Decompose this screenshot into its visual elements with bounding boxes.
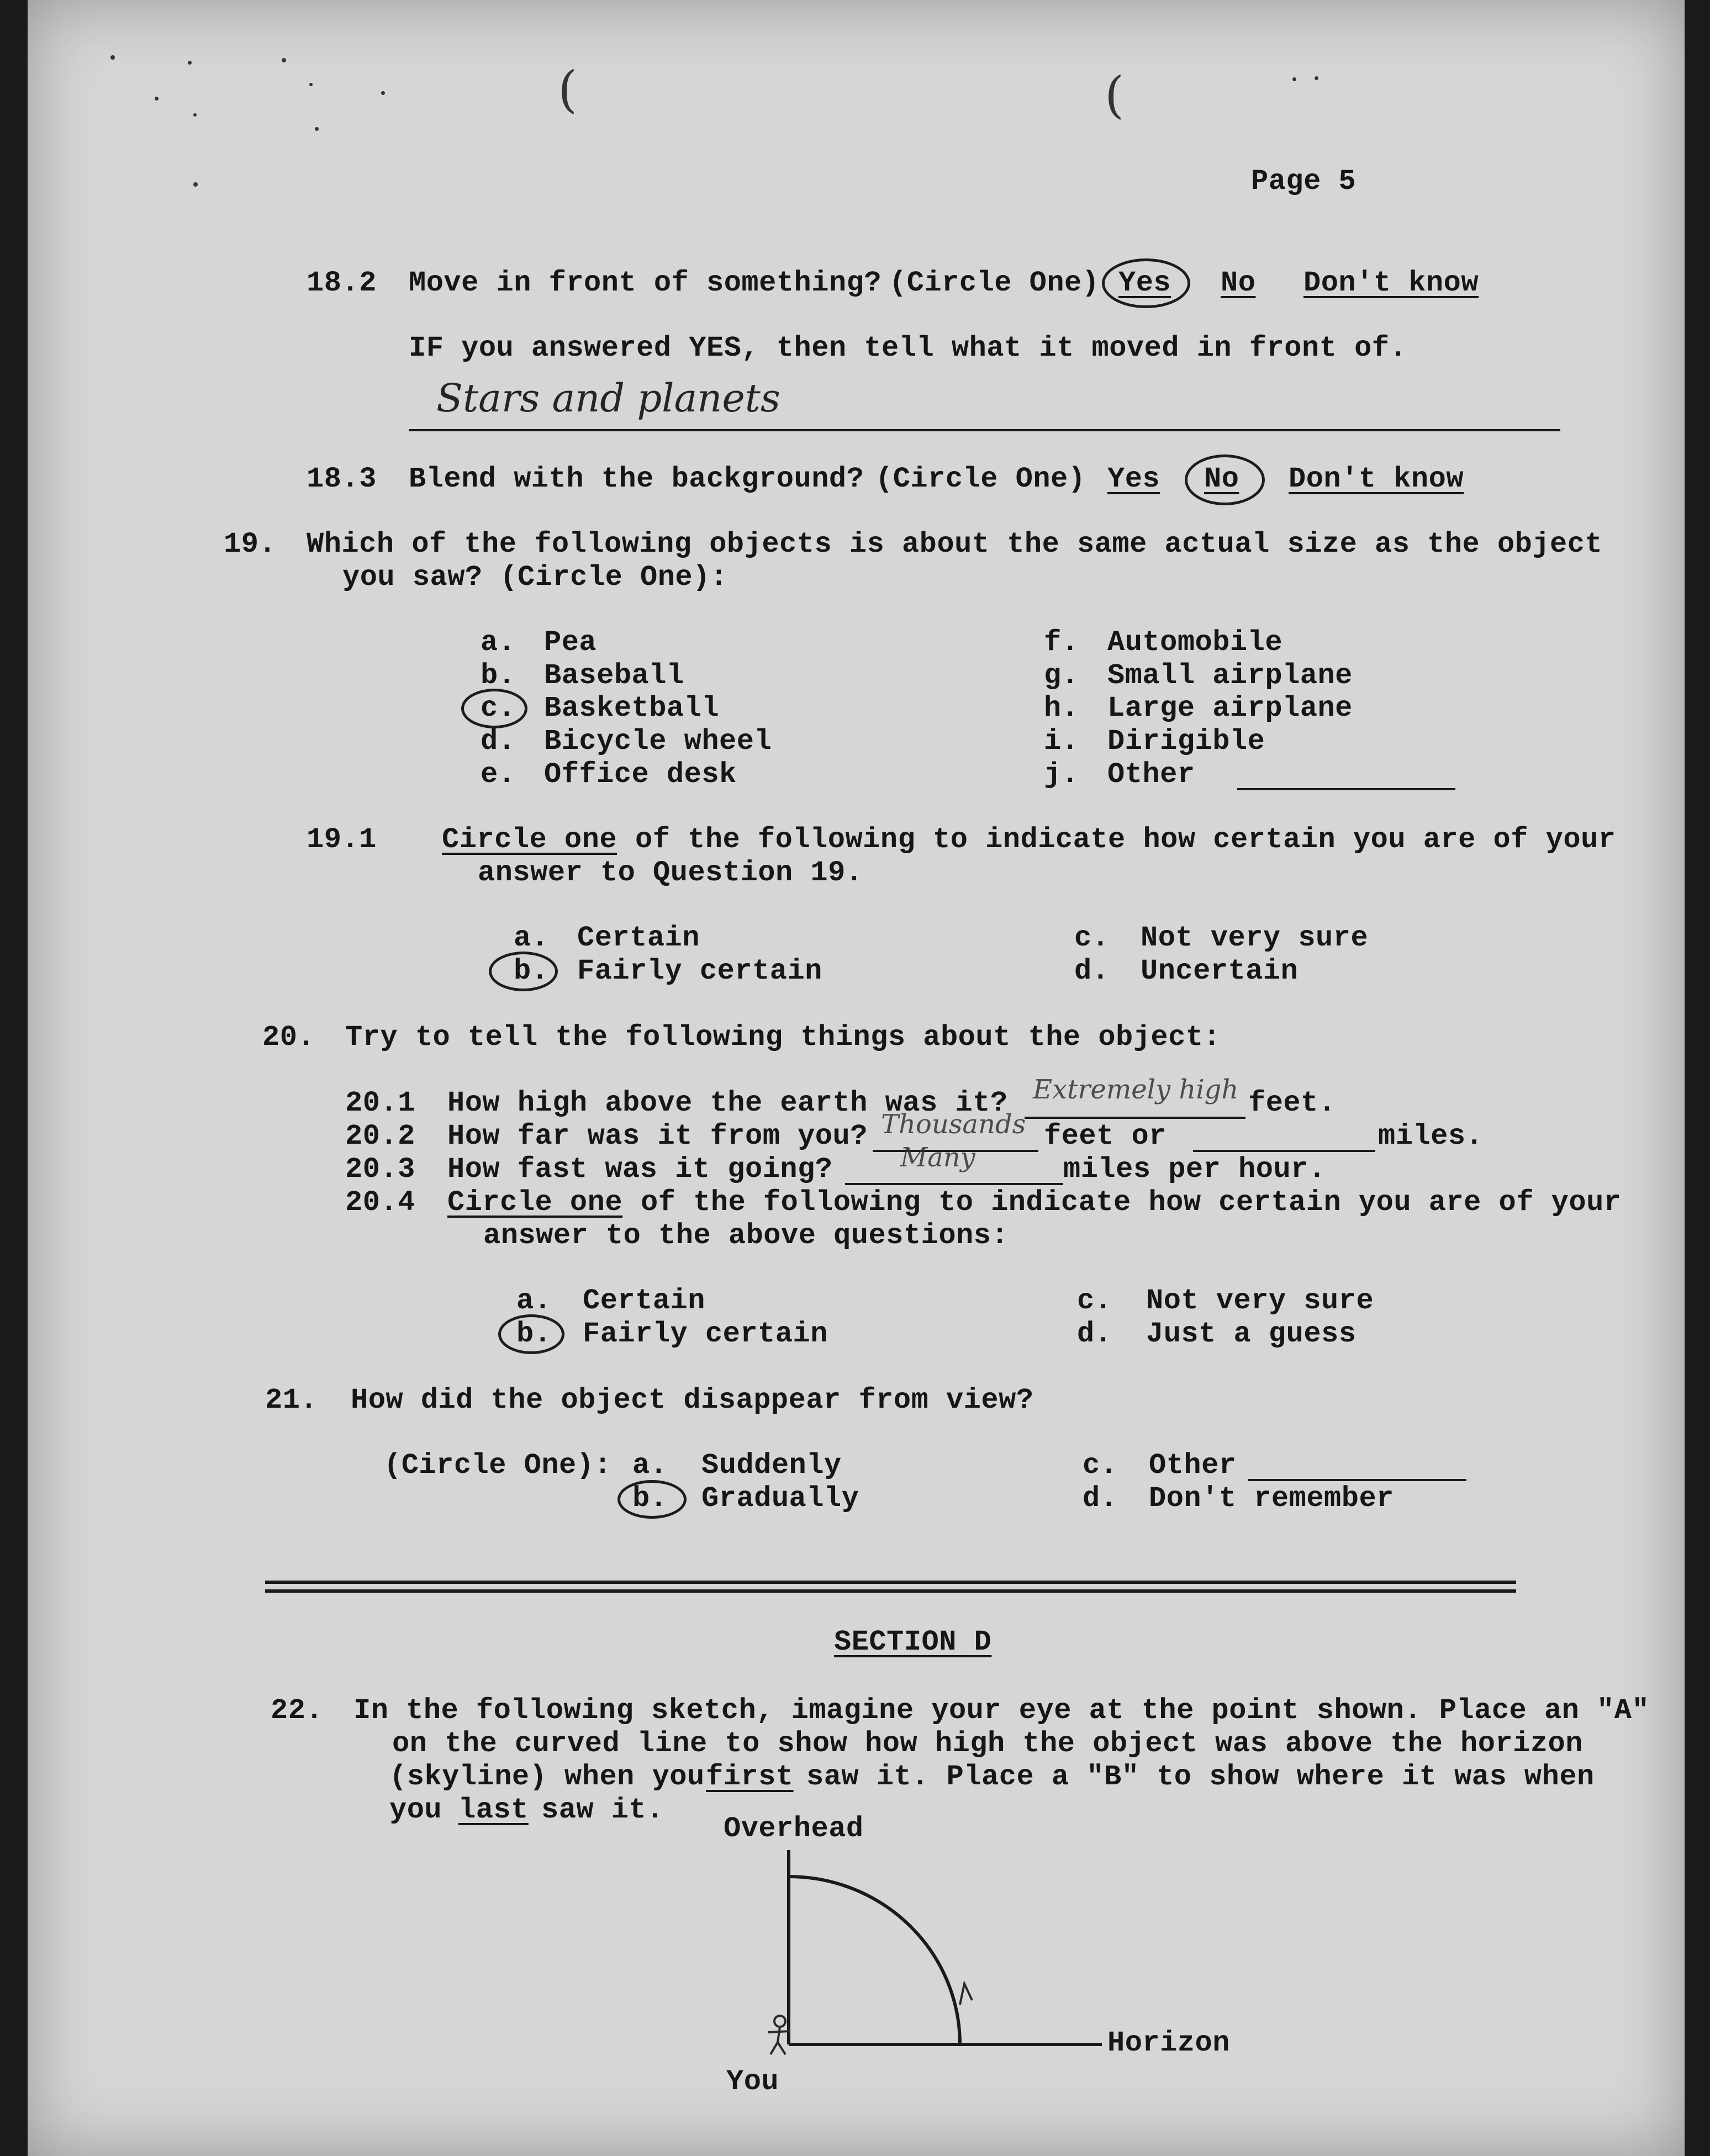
q18-3-option-dont-know[interactable]: Don't know bbox=[1289, 463, 1464, 495]
q20-1-handwritten-answer: Extremely high bbox=[1033, 1074, 1239, 1105]
q19-option-text[interactable]: Office desk bbox=[544, 758, 737, 791]
q19-1-line2: answer to Question 19. bbox=[478, 857, 863, 889]
q20-option-text[interactable]: Fairly certain bbox=[583, 1318, 828, 1350]
q19-1-option-text[interactable]: Fairly certain bbox=[577, 955, 822, 987]
q19-option-letter: b. bbox=[481, 659, 516, 692]
q20-option-letter: c. bbox=[1077, 1285, 1112, 1317]
q20-4-circle-one: Circle one bbox=[447, 1186, 623, 1219]
q20-2-unit2: miles. bbox=[1378, 1120, 1484, 1153]
q20-1-number: 20.1 bbox=[345, 1087, 415, 1119]
q22-line1: In the following sketch, imagine your eye at the point shown. Place an "A" bbox=[353, 1694, 1650, 1727]
q20-3-handwritten-answer: Many bbox=[900, 1142, 975, 1173]
q20-option-letter: b. bbox=[516, 1318, 552, 1350]
q21-option-letter: d. bbox=[1083, 1482, 1118, 1515]
q20-question: Try to tell the following things about the object: bbox=[345, 1021, 1221, 1054]
q19-option-letter: i. bbox=[1044, 725, 1079, 758]
q19-1-option-text[interactable]: Not very sure bbox=[1141, 922, 1369, 954]
q20-1-text: How high above the earth was it? bbox=[447, 1087, 1008, 1119]
q20-3-text: How fast was it going? bbox=[447, 1153, 833, 1186]
q21-question: How did the object disappear from view? bbox=[351, 1384, 1034, 1417]
q19-option-text[interactable]: Pea bbox=[544, 626, 597, 659]
q21-option-text[interactable]: Suddenly bbox=[701, 1449, 842, 1482]
q18-3-option-yes[interactable]: Yes bbox=[1107, 463, 1160, 495]
q20-option-letter: d. bbox=[1077, 1318, 1112, 1350]
answer-circle bbox=[461, 689, 527, 728]
speck bbox=[315, 127, 319, 131]
q19-other-blank[interactable] bbox=[1237, 788, 1455, 790]
q19-option-letter: c. bbox=[481, 692, 516, 725]
q18-2-option-no[interactable]: No bbox=[1221, 267, 1256, 299]
q19-1-line1: of the following to indicate how certain you are of your bbox=[635, 823, 1616, 856]
q19-option-text[interactable]: Bicycle wheel bbox=[544, 725, 772, 758]
speck bbox=[110, 55, 115, 60]
sketch-horizon-label: Horizon bbox=[1107, 2027, 1230, 2059]
speck bbox=[155, 97, 159, 101]
speck bbox=[193, 113, 197, 117]
q20-2-unit: feet or bbox=[1044, 1120, 1167, 1153]
q22-line4-end: saw it. bbox=[541, 1794, 664, 1826]
q19-option-letter: f. bbox=[1044, 626, 1079, 659]
q18-3-instruction: (Circle One) bbox=[875, 463, 1086, 495]
speck bbox=[1292, 77, 1296, 81]
q19-option-text[interactable]: Automobile bbox=[1107, 626, 1283, 659]
speck bbox=[309, 83, 313, 86]
q22-line3-end: saw it. Place a "B" to show where it was when bbox=[806, 1761, 1595, 1793]
q22-line3-start: (skyline) when you bbox=[389, 1761, 705, 1793]
q19-1-option-letter: c. bbox=[1074, 922, 1110, 954]
q21-option-letter: a. bbox=[632, 1449, 668, 1482]
q22-line3-first: first bbox=[706, 1761, 794, 1793]
section-divider bbox=[265, 1581, 1516, 1584]
sketch-you-label: You bbox=[726, 2065, 779, 2098]
q20-4-line1: of the following to indicate how certain you are of your bbox=[641, 1186, 1622, 1219]
q19-1-option-letter: a. bbox=[514, 922, 549, 954]
q20-4-number: 20.4 bbox=[345, 1186, 415, 1219]
speck bbox=[381, 91, 385, 95]
q21-option-text[interactable]: Gradually bbox=[701, 1482, 859, 1515]
q21-instruction: (Circle One): bbox=[384, 1449, 612, 1482]
q19-option-letter: j. bbox=[1044, 758, 1079, 791]
q19-1-option-text[interactable]: Certain bbox=[577, 922, 700, 954]
q19-1-number: 19.1 bbox=[307, 823, 377, 856]
section-title: SECTION D bbox=[834, 1626, 992, 1658]
q20-option-letter: a. bbox=[516, 1285, 552, 1317]
q19-option-letter: g. bbox=[1044, 659, 1079, 692]
q19-1-option-text[interactable]: Uncertain bbox=[1141, 955, 1299, 987]
q22-line4-start: you bbox=[389, 1794, 442, 1826]
q20-3-blank[interactable] bbox=[845, 1183, 1063, 1185]
form-page bbox=[28, 0, 1685, 2156]
q18-2-instruction: (Circle One) bbox=[889, 267, 1100, 299]
q18-3-question: Blend with the background? bbox=[409, 463, 864, 495]
q18-2-answer-line bbox=[409, 429, 1560, 431]
q21-option-text[interactable]: Don't remember bbox=[1149, 1482, 1394, 1515]
q20-3-unit: miles per hour. bbox=[1063, 1153, 1326, 1186]
q18-2-followup: IF you answered YES, then tell what it moved in front of. bbox=[409, 332, 1407, 364]
q22-number: 22. bbox=[271, 1694, 324, 1727]
q18-2-number: 18.2 bbox=[307, 267, 377, 299]
punch-mark-right: ( bbox=[1105, 66, 1125, 124]
q19-option-text[interactable]: Large airplane bbox=[1107, 692, 1353, 725]
q21-number: 21. bbox=[265, 1384, 318, 1417]
speck bbox=[188, 61, 192, 65]
answer-circle bbox=[1102, 258, 1190, 308]
q19-number: 19. bbox=[224, 528, 277, 561]
q19-option-text[interactable]: Baseball bbox=[544, 659, 684, 692]
answer-circle bbox=[489, 952, 558, 991]
q20-option-text[interactable]: Certain bbox=[583, 1285, 705, 1317]
q20-2-miles-blank[interactable] bbox=[1193, 1150, 1375, 1152]
speck bbox=[1315, 76, 1318, 80]
page-number: Page 5 bbox=[1251, 165, 1357, 198]
q19-option-text[interactable]: Small airplane bbox=[1107, 659, 1353, 692]
sketch-overhead-label: Overhead bbox=[724, 1812, 864, 1845]
q20-option-text[interactable]: Not very sure bbox=[1146, 1285, 1374, 1317]
q20-option-text[interactable]: Just a guess bbox=[1146, 1318, 1357, 1350]
speck bbox=[282, 58, 286, 62]
punch-mark-left: ( bbox=[558, 61, 578, 119]
sketch-sky-arc[interactable] bbox=[789, 1877, 960, 2044]
q20-1-unit: feet. bbox=[1248, 1087, 1336, 1119]
q19-question-line2: you saw? (Circle One): bbox=[342, 561, 728, 594]
q19-1-circle-one: Circle one bbox=[442, 823, 618, 856]
q21-option-text[interactable]: Other bbox=[1149, 1449, 1237, 1482]
q18-2-handwritten-answer: Stars and planets bbox=[436, 376, 780, 421]
q19-option-letter: d. bbox=[481, 725, 516, 758]
q20-3-number: 20.3 bbox=[345, 1153, 415, 1186]
handwritten-arrow-mark bbox=[960, 1984, 972, 2005]
q19-option-letter: a. bbox=[481, 626, 516, 659]
q19-1-option-letter: b. bbox=[514, 955, 549, 987]
q19-option-text[interactable]: Other bbox=[1107, 758, 1195, 791]
q19-option-text[interactable]: Basketball bbox=[544, 692, 720, 725]
q19-option-letter: h. bbox=[1044, 692, 1079, 725]
q20-2-number: 20.2 bbox=[345, 1120, 415, 1153]
q22-line2: on the curved line to show how high the object was above the horizon bbox=[392, 1727, 1583, 1760]
q20-2-text: How far was it from you? bbox=[447, 1120, 868, 1153]
answer-circle bbox=[1185, 455, 1265, 505]
q20-4-line2: answer to the above questions: bbox=[483, 1219, 1009, 1252]
q20-1-blank[interactable] bbox=[1025, 1117, 1245, 1119]
speck bbox=[193, 182, 198, 187]
q18-2-question: Move in front of something? bbox=[409, 267, 882, 299]
q18-3-option-no[interactable]: No bbox=[1204, 463, 1239, 495]
observer-stick-figure-icon bbox=[768, 2016, 790, 2054]
answer-circle bbox=[618, 1480, 687, 1519]
q19-question-line1: Which of the following objects is about the same actual size as the object bbox=[307, 528, 1603, 561]
q19-1-option-letter: d. bbox=[1074, 955, 1110, 987]
q19-option-letter: e. bbox=[481, 758, 516, 791]
q18-3-number: 18.3 bbox=[307, 463, 377, 495]
section-divider bbox=[265, 1589, 1516, 1593]
q21-option-letter: b. bbox=[632, 1482, 668, 1515]
q19-option-text[interactable]: Dirigible bbox=[1107, 725, 1265, 758]
q21-other-blank[interactable] bbox=[1248, 1479, 1466, 1481]
q22-line4-last: last bbox=[458, 1794, 529, 1826]
q20-2-handwritten-answer: Thousands bbox=[881, 1109, 1026, 1140]
q20-number: 20. bbox=[262, 1021, 315, 1054]
q18-2-option-dont-know[interactable]: Don't know bbox=[1303, 267, 1479, 299]
q18-2-option-yes[interactable]: Yes bbox=[1118, 267, 1171, 299]
q21-option-letter: c. bbox=[1083, 1449, 1118, 1482]
answer-circle bbox=[498, 1314, 564, 1354]
horizon-sketch[interactable] bbox=[690, 1839, 1110, 2071]
